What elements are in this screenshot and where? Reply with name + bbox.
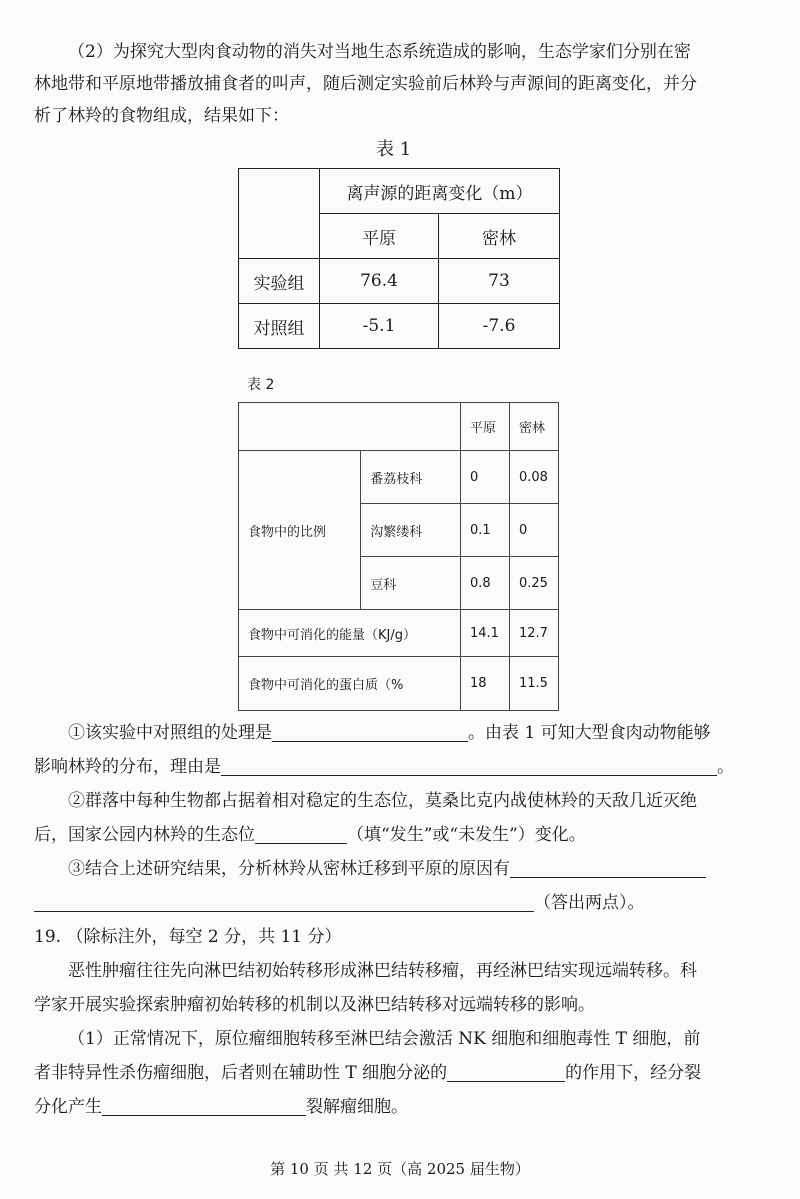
page-footer: 第 10 页 共 12 页（高 2025 届生物） bbox=[270, 1160, 530, 1178]
q19-text: 的作用下，经分裂 bbox=[565, 1063, 702, 1083]
table1-cell: -7.6 bbox=[439, 304, 560, 349]
q19-block bbox=[34, 920, 774, 1124]
table2-group-label: 食物中的比例 bbox=[239, 451, 361, 610]
q3-line2 bbox=[34, 886, 774, 920]
q19-line4 bbox=[34, 1056, 774, 1090]
table1 bbox=[238, 168, 560, 349]
q2-text-b: （填“发生”或“未发生”）变化。 bbox=[347, 825, 586, 845]
table2-cell: 0.1 bbox=[461, 504, 510, 557]
q1-line1 bbox=[34, 716, 774, 750]
table2-cell: 0 bbox=[510, 504, 559, 557]
q2-text-a: 后，国家公园内林羚的生态位 bbox=[34, 825, 255, 845]
table1-header-top: 离声源的距离变化（m） bbox=[320, 169, 560, 214]
table2-row-label: 番荔枝科 bbox=[361, 451, 461, 504]
table1-col-plain: 平原 bbox=[320, 214, 439, 259]
table2-cell: 0 bbox=[461, 451, 510, 504]
intro-line: （2）为探究大型肉食动物的消失对当地生态系统造成的影响，生态学家们分别在密 bbox=[68, 42, 691, 62]
q1-text-b: 。由表 1 可知大型食肉动物能够 bbox=[468, 723, 711, 743]
q2-line2 bbox=[34, 818, 774, 852]
table2-cell: 12.7 bbox=[510, 610, 559, 657]
table-row bbox=[239, 451, 559, 504]
table2-row-label: 豆科 bbox=[361, 557, 461, 610]
table2-col-plain: 平原 bbox=[461, 403, 510, 451]
q3-line1 bbox=[34, 852, 774, 886]
table1-col-forest: 密林 bbox=[439, 214, 560, 259]
q1-line2 bbox=[34, 750, 774, 784]
table2-col-forest: 密林 bbox=[510, 403, 559, 451]
table1-cell: -5.1 bbox=[320, 304, 439, 349]
table1-corner-cell bbox=[239, 169, 320, 259]
table2-corner-cell bbox=[239, 403, 461, 451]
table1-row-label: 对照组 bbox=[239, 304, 320, 349]
q19-line: （1）正常情况下，原位瘤细胞转移至淋巴结会激活 NK 细胞和细胞毒性 T 细胞，前 bbox=[68, 1029, 701, 1049]
table-row bbox=[239, 304, 560, 349]
table1-caption: 表 1 bbox=[376, 139, 412, 160]
q1-blank-1[interactable] bbox=[272, 721, 468, 742]
table-row bbox=[239, 657, 559, 711]
table2-cell: 0.25 bbox=[510, 557, 559, 610]
q2-blank[interactable] bbox=[255, 823, 347, 844]
q19-blank-1[interactable] bbox=[447, 1061, 565, 1082]
table2-cell: 14.1 bbox=[461, 610, 510, 657]
table2-protein-label: 食物中可消化的蛋白质（% bbox=[239, 657, 461, 711]
table2-caption: 表 2 bbox=[247, 377, 275, 393]
q1-text-a: ①该实验中对照组的处理是 bbox=[68, 723, 272, 743]
q19-header: 19. （除标注外，每空 2 分，共 11 分） bbox=[34, 927, 342, 947]
table1-row-label: 实验组 bbox=[239, 259, 320, 304]
q19-line5 bbox=[34, 1090, 774, 1124]
q19-text: 者非特异性杀伤瘤细胞，后者则在辅助性 T 细胞分泌的 bbox=[34, 1063, 448, 1083]
table-row bbox=[239, 259, 560, 304]
q19-blank-2[interactable] bbox=[102, 1095, 306, 1116]
questions-block bbox=[34, 716, 774, 920]
q2-line1: ②群落中每种生物都占据着相对稳定的生态位，莫桑比克内战使林羚的天敌几近灭绝 bbox=[68, 791, 697, 811]
intro-line: 析了林羚的食物组成，结果如下： bbox=[34, 106, 289, 126]
q1-blank-2[interactable] bbox=[221, 755, 717, 776]
q19-line: 恶性肿瘤往往先向淋巴结初始转移形成淋巴结转移瘤，再经淋巴结实现远端转移。科 bbox=[68, 961, 697, 981]
table2-cell: 0.08 bbox=[510, 451, 559, 504]
table2-row-label: 沟繁缕科 bbox=[361, 504, 461, 557]
intro-line: 林地带和平原地带播放捕食者的叫声，随后测定实验前后林羚与声源间的距离变化，并分 bbox=[34, 74, 697, 94]
table2-cell: 11.5 bbox=[510, 657, 559, 711]
table1-cell: 76.4 bbox=[320, 259, 439, 304]
q1-text-d: 。 bbox=[717, 757, 734, 777]
q19-text: 裂解瘤细胞。 bbox=[306, 1097, 408, 1117]
table2-cell: 18 bbox=[461, 657, 510, 711]
table1-cell: 73 bbox=[439, 259, 560, 304]
q19-line: 学家开展实验探索肿瘤初始转移的机制以及淋巴结转移对远端转移的影响。 bbox=[34, 995, 595, 1015]
q19-text: 分化产生 bbox=[34, 1097, 102, 1117]
table2 bbox=[238, 402, 559, 711]
q1-text-c: 影响林羚的分布，理由是 bbox=[34, 757, 221, 777]
intro-paragraph bbox=[34, 36, 774, 132]
table2-energy-label: 食物中可消化的能量（KJ/g） bbox=[239, 610, 461, 657]
q3-text-b: （答出两点）。 bbox=[534, 893, 645, 913]
q3-blank-1[interactable] bbox=[510, 857, 706, 878]
table-row bbox=[239, 610, 559, 657]
q3-text-a: ③结合上述研究结果，分析林羚从密林迁移到平原的原因有 bbox=[68, 859, 510, 879]
table2-cell: 0.8 bbox=[461, 557, 510, 610]
q3-blank-2[interactable] bbox=[34, 891, 534, 912]
